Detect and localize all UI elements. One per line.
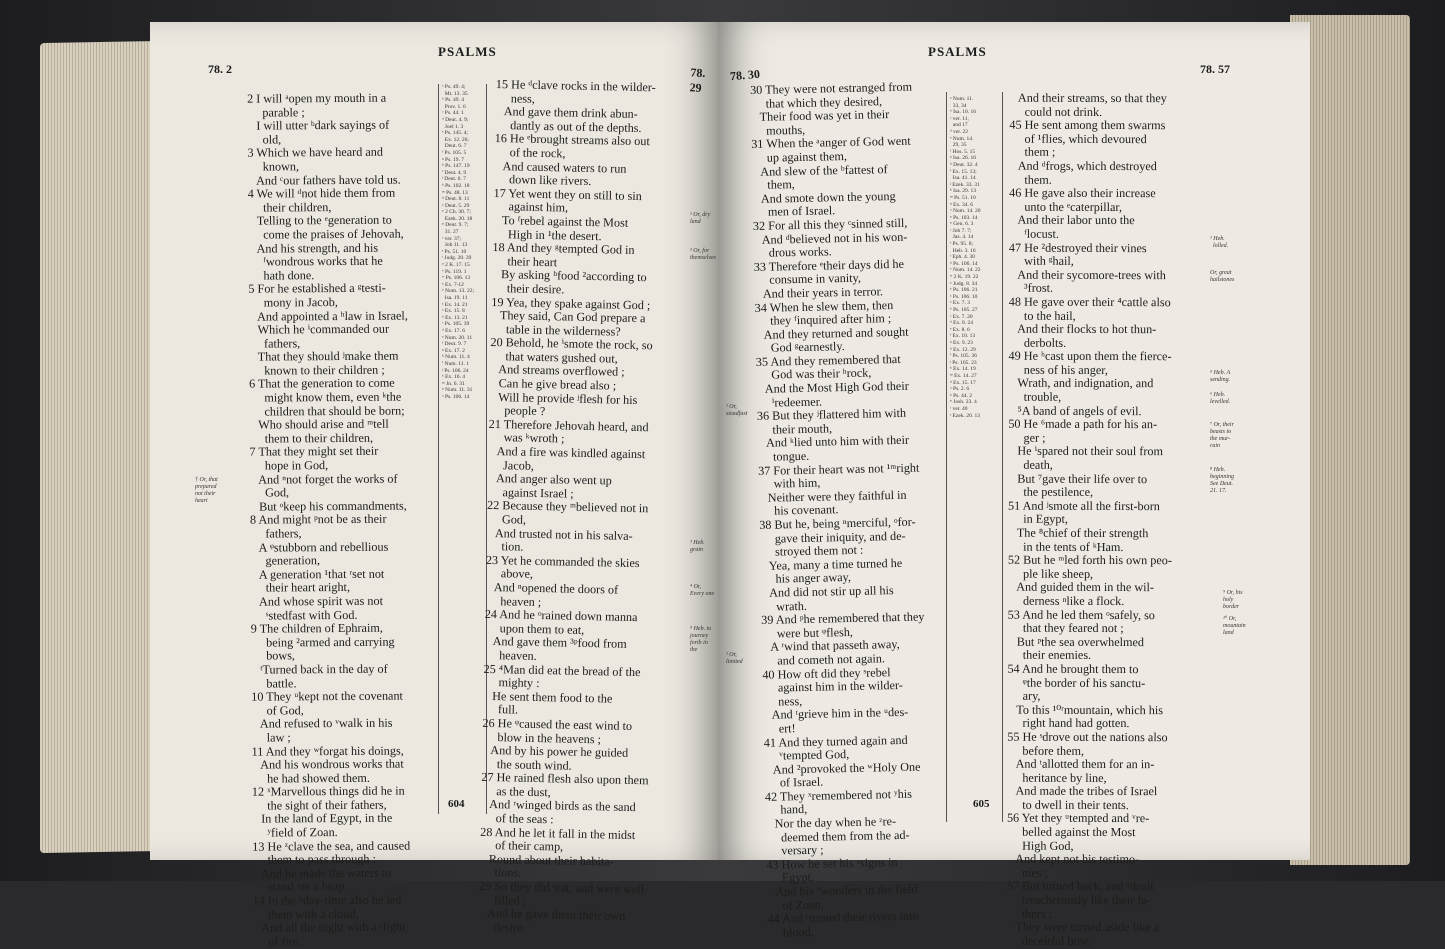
verse-line: known, <box>247 159 300 174</box>
verse-line: belled against the Most <box>1006 824 1136 840</box>
verse-line: And gave them ³ᵖfood from <box>484 634 627 652</box>
verse-line: And ᵗgrieve him in the ᵘdes- <box>763 705 909 723</box>
page-number: 604 <box>448 798 465 810</box>
verse-line: 32 For all this they ᶜsinned still, <box>752 215 908 233</box>
verse-line: And their streams, so that they <box>1009 90 1167 106</box>
verse-line: 34 When he slew them, then <box>754 297 894 315</box>
verse-line: come the praises of Jehovah, <box>247 226 404 242</box>
verse-line: heritance by line, <box>1007 770 1107 785</box>
verse-line: generation, <box>250 553 321 568</box>
verse-line: And they returned and sought <box>755 324 909 342</box>
verse-line: deceitful bow. <box>1006 933 1091 948</box>
verse-line: being ²armed and carrying <box>250 634 395 650</box>
verse-line: Which he ⁱcommanded our <box>248 321 390 337</box>
verse-line: And ⁿnot forget the works of <box>249 471 398 487</box>
verse-line: And he made the waters to <box>252 865 392 881</box>
verse-line: he had showed them. <box>251 770 370 786</box>
verse-line: 29 So they did ˢeat, and were well <box>478 878 645 897</box>
verse-line: And gave them drink abun- <box>495 104 638 122</box>
verse-line: full. <box>482 702 519 717</box>
verse-line: 3 Which we have heard and <box>247 145 383 161</box>
verse-line: High in ¹the desert. <box>492 226 602 243</box>
verse-line: And trusted not in his salva- <box>486 525 633 543</box>
verse-line: Neither were they faithful in <box>758 487 907 505</box>
verse-line: And refused to ᵛwalk in his <box>251 715 393 731</box>
verse-line: ness, <box>495 90 536 106</box>
verse-line: They said, Can God prepare a <box>490 308 646 326</box>
verse-line: 24 And he ᵒrained down manna <box>484 607 638 625</box>
verse-line: 36 But they ʲflattered him with <box>756 406 907 424</box>
verse-line: 49 He ʰcast upon them the fierce- <box>1008 348 1172 364</box>
verse-line: desire. <box>478 919 526 935</box>
verse-line: 18 And they ᵍtempted God in <box>492 240 635 258</box>
verse-line: ˢstedfast with God. <box>250 607 358 623</box>
verse-line: 52 But he ᵐled forth his own peo- <box>1007 552 1172 568</box>
verse-line: the pestilence, <box>1008 484 1094 500</box>
verse-line: 25 ⁴Man did eat the bread of the <box>483 661 641 679</box>
verse-line: God was their ʰrock, <box>755 365 872 383</box>
verse-line: stroyed them not : <box>759 542 864 560</box>
verse-line: could not drink. <box>1009 104 1103 119</box>
verse-line: his covenant. <box>758 502 839 519</box>
verse-line: the sight of their fathers, <box>251 797 387 813</box>
verse-line: derness ⁿlike a flock. <box>1007 593 1125 609</box>
verse-line: 26 He ᵠcaused the east wind to <box>482 715 633 733</box>
verse-line: ert! <box>763 721 796 736</box>
verse-line: 41 And they turned again and <box>763 732 908 750</box>
verse-line: ger ; <box>1008 430 1046 445</box>
verse-line: of their camp, <box>479 838 564 854</box>
chapter-verse-ref-left: 78. 2 <box>208 62 232 76</box>
verse-line: And caused waters to run <box>494 158 627 176</box>
verse-line: 43 How he set his ᵃsigns in <box>766 854 898 872</box>
verse-line: might know them, even ᵏthe <box>249 389 402 405</box>
verse-line: High God, <box>1006 838 1074 853</box>
verse-line: right hand had gotten. <box>1007 715 1130 731</box>
verse-line: of Israel. <box>764 774 824 791</box>
verse-line: ᵗTurned back in the day of <box>250 661 388 677</box>
verse-line: ary, <box>1007 688 1041 703</box>
page-number: 605 <box>973 798 990 810</box>
verse-line: gave their iniquity, and de- <box>759 528 906 546</box>
verse-line: derbolts. <box>1008 335 1067 350</box>
verse-line: Yea, many a time turned he <box>759 555 903 573</box>
verse-line: heaven. <box>483 647 537 663</box>
verse-line: 6 That the generation to come <box>248 376 395 392</box>
verse-line: 20 Behold, he ⁱsmote the rock, so <box>490 335 653 353</box>
verse-line: And anger also went up <box>487 471 612 488</box>
verse-line: heaven ; <box>484 593 542 609</box>
verse-line: God, <box>486 511 527 527</box>
verse-line: against him, <box>493 199 569 215</box>
verse-line: And he gave them their own <box>478 906 626 924</box>
verse-line: 23 Yet he commanded the skies <box>485 552 640 570</box>
verse-line: A ᵠstubborn and rebellious <box>250 539 389 555</box>
verse-line: ᶠwondrous works that he <box>248 253 383 269</box>
verse-line: And ᵏlied unto him with their <box>757 433 910 451</box>
verse-line: ᵛtempted God, <box>763 747 850 763</box>
verse-line: with him, <box>758 475 821 492</box>
verse-line: of ¹flies, which devoured <box>1009 131 1147 146</box>
verse-line: mony in Jacob, <box>248 294 338 310</box>
verse-line: ᵠthe border of his sanctu- <box>1007 675 1146 690</box>
verse-line: thers : <box>1006 906 1053 921</box>
verse-line: law ; <box>251 730 291 745</box>
verse-line: And ᵈbelieved not in his won- <box>753 229 908 247</box>
verse-line: ʸfield of Zoan. <box>252 825 338 840</box>
margin-note: ⁵ Heb. A sending. <box>1210 370 1231 383</box>
verse-line: before them, <box>1007 743 1085 758</box>
verse-line: filled ; <box>478 892 527 908</box>
verse-line: known to their children ; <box>248 362 385 378</box>
verse-line: But ᵒkeep his commandments, <box>249 498 407 514</box>
verse-line: Egypt, <box>766 870 815 886</box>
verse-line: against him in the wilder- <box>762 678 904 695</box>
verse-line: down like rivers. <box>493 172 592 189</box>
verse-line: them to pass through ; <box>252 852 376 867</box>
verse-line: 44 And ᶜturned their rivers into <box>767 908 919 927</box>
margin-note: ⁷ Or, their beasts to the mur- rain <box>1210 422 1234 449</box>
right-page <box>718 22 1310 948</box>
verse-line: 30 They were not estranged from <box>749 79 913 97</box>
verse-line: 45 He sent among them swarms <box>1009 117 1166 133</box>
verse-line: their mouth, <box>757 421 833 437</box>
verse-line: 56 Yet they ᵘtempted and ᵛre- <box>1006 811 1150 826</box>
verse-line: 47 He ²destroyed their vines <box>1008 240 1147 255</box>
verse-line: Jacob, <box>487 457 535 473</box>
verse-line: And ⁿopened the doors of <box>485 579 619 597</box>
verse-line: And his ᵇwonders in the field <box>766 881 918 899</box>
verse-line: as the dust, <box>480 783 551 800</box>
verse-line: their children, <box>247 199 332 215</box>
verse-line: 2 I will ᵃopen my mouth in a <box>247 90 387 106</box>
verse-line: Telling to the ᵉgeneration to <box>247 212 392 228</box>
verse-line: bows, <box>250 648 296 663</box>
verse-line: In the land of Egypt, in the <box>252 811 393 827</box>
verse-line: them, <box>751 177 795 193</box>
verse-line: hope in God, <box>249 458 329 473</box>
margin-note: ¹ Heb. lolled. <box>1210 236 1229 249</box>
verse-line: up against them, <box>751 148 848 165</box>
verse-line: that they feared not ; <box>1007 620 1124 636</box>
verse-line: 37 For their heart was not ¹ᵐright <box>757 460 920 478</box>
verse-line: unto the ᵉcaterpillar, <box>1009 199 1123 214</box>
text-column-1 <box>247 91 438 949</box>
verse-line: Round about their habita- <box>479 851 614 869</box>
verse-line: And the Most High God their <box>756 378 909 396</box>
verse-line: Can he give bread also ; <box>489 375 617 393</box>
cross-references: ᵃ Num. 11. 33, 34 ᵇ Isa. 10. 16 ᶜ ver. 11, and 17 ᵈ ver. 22 ᵉ Num. 14. 29, 35 ᶠ Hos. 5. 15 ᵍ Isa. 26. 16 ʰ Deut. 32. 4 ⁱ Ex. 15. 13; Isa. 41. 14 ʲ Ezek. 33. 31 ᵏ Isa. 29. 13 ᵐ Ps. 51. 10 ⁿ Ex. 34. 6 ᵒ Num. 14. 20 ᵖ Ps. 103. 14 ᵠ Gen. 6. 3 ʳ Job 7. 7; Jas. 4. 14 ˢ Ps. 95. 8; Heb. 3. 16 ᵗ Eph. 4. 30 ᵘ Ps. 106. 14 ᵛ Num. 14. 22 ʷ 2 K. 19. 22 ˣ Judg. 8. 34 ʸ Ps. 106. 21 ᶻ Ps. 106. 10 ᵃ Ex. 7. 3 ᵇ Ps. 105. 27 ᶜ Ex. 7. 20 ᵈ Ex. 8. 24 ᵉ Ex. 8. 6 ᶠ Ex. 10. 13 ᵍ Ex. 9. 23 ʰ Ex. 12. 29 ⁱ Ps. 105. 36 ʲ Ps. 105. 23 ᵏ Ex. 14. 19 ᵐ Ex. 14. 27 ⁿ Ex. 15. 17 ᵒ Ps. 2. 6 ᵖ Ps. 44. 2 ᵠ Josh. 23. 4 ʳ ver. 40 ˢ Ezek. 20. 13 <box>950 96 981 419</box>
verse-line: 57 But turned back, and ˣdealt <box>1006 879 1154 894</box>
verse-line: that waters gushed out, <box>490 348 618 366</box>
verse-line: trouble, <box>1008 389 1062 404</box>
verse-line: tongue. <box>757 448 810 464</box>
verse-line: death, <box>1008 457 1053 472</box>
chapter-verse-ref-left: 78. 30 <box>729 66 761 84</box>
verse-line: ³frost. <box>1008 280 1054 296</box>
center-note: ³ Heb. grain <box>690 540 705 553</box>
verse-line: 33 Therefore ᵉtheir days did he <box>753 256 905 274</box>
verse-line: in Egypt, <box>1007 512 1068 527</box>
verse-line: 9 The children of Ephraim, <box>250 620 383 636</box>
verse-line: And all the night with a ᶜlight <box>252 919 406 935</box>
verse-line: Nor the day when he ᶻre- <box>765 814 897 831</box>
verse-line: He sent them food to the <box>482 688 613 706</box>
verse-line: 31 When the ᵃanger of God went <box>751 134 911 152</box>
chapter-verse-ref-right: 78. 57 <box>1200 62 1230 76</box>
verse-line: upon them to eat, <box>484 620 585 637</box>
verse-line: 42 They ˣremembered not ʸhis <box>764 786 913 804</box>
verse-line: drous works. <box>753 244 832 261</box>
verse-line: 8 And might ᵖnot be as their <box>249 512 387 528</box>
verse-line: And his wondrous works that <box>251 756 404 772</box>
verse-line: And made the tribes of Israel <box>1007 783 1158 799</box>
verse-line: 5 For he established a ᵍtesti- <box>248 281 386 296</box>
verse-line: ⁱredeemer. <box>756 394 823 410</box>
verse-line: 39 And ᵖhe remembered that they <box>761 609 925 628</box>
verse-line: people ? <box>488 403 546 419</box>
verse-line: And whose spirit was not <box>250 593 383 609</box>
verse-line: the south wind. <box>481 756 572 773</box>
verse-line: And appointed a ʰlaw in Israel, <box>248 308 408 324</box>
column-divider <box>946 92 947 822</box>
verse-line: But ⁷gave their life over to <box>1008 471 1148 486</box>
verse-line: 48 He gave over their ⁴cattle also <box>1008 294 1171 310</box>
verse-line: parable ; <box>247 104 305 120</box>
running-head: PSALMS <box>928 44 987 59</box>
verse-line: of Zoan, <box>767 897 824 913</box>
verse-line: above, <box>485 566 534 582</box>
verse-line: was ᵏwroth ; <box>488 430 565 446</box>
verse-line: 50 He ⁶made a path for his an- <box>1008 416 1158 432</box>
verse-line: ⁵A band of angels of evil. <box>1008 403 1142 418</box>
verse-line: 51 And ʲsmote all the first-born <box>1008 498 1160 513</box>
verse-line: 53 And he led them ᵒsafely, so <box>1007 607 1155 622</box>
verse-line: 12 ˣMarvellous things did he in <box>251 783 405 799</box>
verse-line: treacherously like their fa- <box>1006 892 1151 908</box>
cross-references: ᵃ Ps. 49. 4; Mt. 13. 35 ᵇ Ps. 49. 4 Prov. 1. 6 ᶜ Ps. 44. 1 ᵈ Deut. 4. 9; Joel 1. 3 ᵉ Ps. 145. 4; Ex. 12. 26; Deut. 6. 7 ᶠ Ps. 105. 5 ᵍ Ps. 19. 7 ʰ Ps. 147. 19 ⁱ Deut. 4. 9 ʲ Deut. 6. 7 ᵏ Ps. 102. 18 ᵐ Ps. 48. 13 ⁿ Deut. 8. 11 ᵒ Deut. 5. 29 ᵖ 2 Ch. 30. 7; Ezek. 20. 18 ᵠ Deut. 9. 7; 31. 27 ʳ ver. 37; Job 11. 13 ˢ Ps. 51. 10 ᵗ Judg. 20. 39 ᵘ 2 K. 17. 15 ᵛ Ps. 119. 1 ʷ Ps. 106. 13 ˣ Ex. 7-12 ʸ Num. 13. 22; Isa. 19. 11 ᶻ Ex. 14. 21 ᵃ Ex. 15. 8 ᵇ Ex. 13. 21 ᶜ Ps. 105. 39 ᵈ Ex. 17. 6 ᵉ Num. 20. 11 ᶠ Deut. 9. 7 ᵍ Ex. 17. 2 ʰ Num. 11. 4 ⁱ Num. 11. 1 ʲ Ps. 106. 24 ᵏ Ex. 16. 4 ᵐ Jn. 6. 31 ⁿ Num. 11. 31 ᵒ Ps. 106. 14 <box>442 84 475 400</box>
verse-line: And kept not his testimo- <box>1006 851 1140 867</box>
verse-line: God ᵍearnestly. <box>755 339 845 356</box>
left-page <box>150 22 718 949</box>
verse-line: 54 And he brought them to <box>1007 661 1139 677</box>
verse-line: of the rock, <box>494 144 566 161</box>
verse-line: By asking ʰfood ²according to <box>491 267 647 285</box>
center-note: ¹ Or, dry land <box>690 212 711 225</box>
verse-line: And smote down the young <box>752 188 896 206</box>
verse-line: And slew of the ᵇfattest of <box>751 161 888 179</box>
verse-line: versary ; <box>765 842 824 859</box>
verse-line: 21 Therefore Jehovah heard, and <box>488 416 649 435</box>
left-page-edges <box>40 41 160 853</box>
verse-line: 11 And they ʷforgat his doings, <box>251 743 404 759</box>
verse-line: 17 Yet went they on still to sin <box>493 185 643 203</box>
verse-line: wrath. <box>760 598 808 614</box>
verse-line: And did not stir up all his <box>760 583 894 600</box>
verse-line: hand, <box>765 802 808 818</box>
verse-line: That they should ʲmake them <box>248 348 399 364</box>
verse-line: them with a cloud, <box>252 906 359 922</box>
column-divider <box>438 84 439 814</box>
verse-line: A generation ¹that ʳset not <box>250 566 385 582</box>
running-head: PSALMS <box>438 44 497 59</box>
verse-line: 15 He ᵈclave rocks in the wilder- <box>495 77 656 95</box>
verse-line: To ᶠrebel against the Most <box>492 212 629 230</box>
verse-line: A ʳwind that passeth away, <box>761 637 900 655</box>
verse-line: them ; <box>1009 145 1056 160</box>
verse-line: ness of his anger, <box>1008 362 1108 377</box>
verse-line: And ᵈfrogs, which destroyed <box>1009 158 1157 174</box>
verse-line: 13 He ᶻclave the sea, and caused <box>252 838 411 854</box>
verse-line: And his strength, and his <box>248 240 379 256</box>
verse-line: They were turned aside like a <box>1006 919 1160 935</box>
verse-line: 35 And they remembered that <box>755 351 901 369</box>
margin-note: ⁸ Heb. beginning See Deut. 21. 17. <box>1210 467 1234 494</box>
verse-line: Who should arise and ᵐtell <box>249 416 389 432</box>
verse-line: mouths, <box>750 122 806 138</box>
chapter-verse-ref-right: 78. 29 <box>689 65 706 95</box>
margin-note: ¹⁰ Or, mountain land <box>1223 616 1246 636</box>
verse-line: 10 They ᵘkept not the covenant <box>251 688 403 704</box>
verse-line: they ᶠinquired after him ; <box>754 311 892 329</box>
center-note: ⁴ Or, Every one <box>690 584 715 597</box>
verse-line: tion. <box>486 539 524 554</box>
text-column-1 <box>750 80 968 940</box>
verse-line: were but ᵠflesh, <box>761 624 854 641</box>
verse-line: The ⁸chief of their strength <box>1007 525 1149 541</box>
verse-line: of God, <box>251 702 304 718</box>
verse-line: 22 Because they ᵐbelieved not in <box>486 498 649 516</box>
verse-line: that which they desired, <box>750 93 883 111</box>
verse-line: blood, <box>767 924 814 940</box>
verse-line: battle. <box>251 675 297 691</box>
margin-note: ⁶ Heb. levelled. <box>1210 392 1231 405</box>
verse-line: And a fire was kindled against <box>488 443 646 462</box>
verse-line: And their sycomore-trees with <box>1008 267 1166 282</box>
verse-line: I will utter ᵇdark sayings of <box>247 117 390 133</box>
verse-line: 46 He gave also their increase <box>1009 185 1156 201</box>
margin-note: † Or, that prepared not their heart <box>195 477 218 504</box>
verse-line: And ᶜour fathers have told us. <box>247 172 401 188</box>
verse-line: and cometh not again. <box>761 651 886 668</box>
margin-note: Or, great hailstones <box>1210 270 1235 283</box>
verse-line: their heart <box>492 253 558 270</box>
verse-line: 4 We will ᵈnot hide them from <box>247 185 396 201</box>
verse-line: Will he provide ʲflesh for his <box>489 389 638 407</box>
verse-line: But ᵖthe sea overwhelmed <box>1007 634 1145 649</box>
verse-line: ple like sheep, <box>1007 566 1094 581</box>
center-note: ¹ Or, limited <box>726 652 743 665</box>
verse-line: 40 How oft did they ˢrebel <box>762 664 891 682</box>
verse-line: stand ᵃas a heap. <box>252 879 348 895</box>
verse-line: tions. <box>479 865 522 881</box>
verse-line: nies ; <box>1006 865 1049 880</box>
verse-line: dantly as out of the depths. <box>494 117 642 135</box>
verse-line: 14 In the ᵇday-time also he led <box>252 892 402 908</box>
verse-line: And guided them in the wil- <box>1007 580 1155 595</box>
verse-line: with ᵍhail, <box>1008 253 1074 269</box>
verse-line: his anger away, <box>760 570 852 587</box>
verse-line: 19 Yea, they spake against God ; <box>491 294 651 312</box>
verse-line: Wrath, and indignation, and <box>1008 376 1154 391</box>
verse-line: old, <box>247 132 282 147</box>
verse-line: them. <box>1009 172 1052 187</box>
verse-line: God, <box>249 485 290 500</box>
verse-line: table in the wilderness? <box>490 321 621 339</box>
center-note: ¹ Or, steadfast <box>726 404 748 417</box>
verse-line: And by his power he guided <box>481 742 629 761</box>
center-note: ² Or, for themselves <box>690 248 716 261</box>
verse-line: To this ¹⁰ʳmountain, which his <box>1007 702 1164 717</box>
verse-line: 7 That they might set their <box>249 444 379 460</box>
verse-line: against Israel ; <box>487 484 574 501</box>
verse-line: Their food was yet in their <box>750 107 890 125</box>
verse-line: children that should be born; <box>249 403 405 419</box>
verse-line: And ᵗallotted them for an in- <box>1007 756 1155 772</box>
verse-line: blow in the heavens ; <box>482 729 602 746</box>
verse-line: mighty : <box>483 674 540 691</box>
verse-line: And their flocks to hot thun- <box>1008 321 1157 337</box>
verse-line: them to their children, <box>249 430 374 446</box>
verse-line: ness, <box>762 693 803 709</box>
verse-line: men of Israel. <box>752 203 836 220</box>
margin-note: ⁹ Or, his holy border <box>1223 590 1243 610</box>
verse-line: And streams overflowed ; <box>489 362 625 380</box>
center-note: ⁵ Heb. to journey forth in the <box>690 626 712 653</box>
verse-line: And their years in terror. <box>754 284 884 301</box>
column-divider <box>1002 92 1003 822</box>
verse-line: 27 He rained flesh also upon them <box>481 770 649 788</box>
verse-line: And ʳwinged birds as the sand <box>480 797 636 815</box>
text-column-2 <box>1007 92 1210 949</box>
verse-line: He ⁱspared not their soul from <box>1008 444 1164 459</box>
verse-line: And ²provoked the ʷHoly One <box>764 759 921 777</box>
text-column-2 <box>478 78 691 938</box>
verse-line: of the seas : <box>480 810 554 827</box>
verse-line: their enemies. <box>1007 647 1092 663</box>
verse-line: fathers, <box>250 526 302 541</box>
verse-line: their desire. <box>491 280 565 297</box>
verse-line: 55 He ˢdrove out the nations also <box>1007 729 1168 745</box>
verse-line: hath done. <box>248 267 315 283</box>
verse-line: to the hail, <box>1008 308 1076 323</box>
verse-line: And their labor unto the <box>1009 212 1135 228</box>
verse-line: to dwell in their tents. <box>1006 797 1129 812</box>
verse-line: fathers, <box>248 335 301 351</box>
verse-line: consume in vanity, <box>753 271 862 288</box>
verse-line: 28 And he let it fall in the midst <box>480 824 636 842</box>
verse-line: 38 But he, being ⁿmerciful, ᵒfor- <box>759 514 916 532</box>
verse-line: their heart aright, <box>250 580 351 596</box>
verse-line: ᶠlocust. <box>1008 226 1059 241</box>
verse-line: 16 He ᵉbrought streams also out <box>494 131 650 149</box>
verse-line: in the tents of ᵏHam. <box>1007 539 1124 554</box>
verse-line: deemed them from the ad- <box>765 827 910 845</box>
verse-line: of fire. <box>252 934 302 949</box>
